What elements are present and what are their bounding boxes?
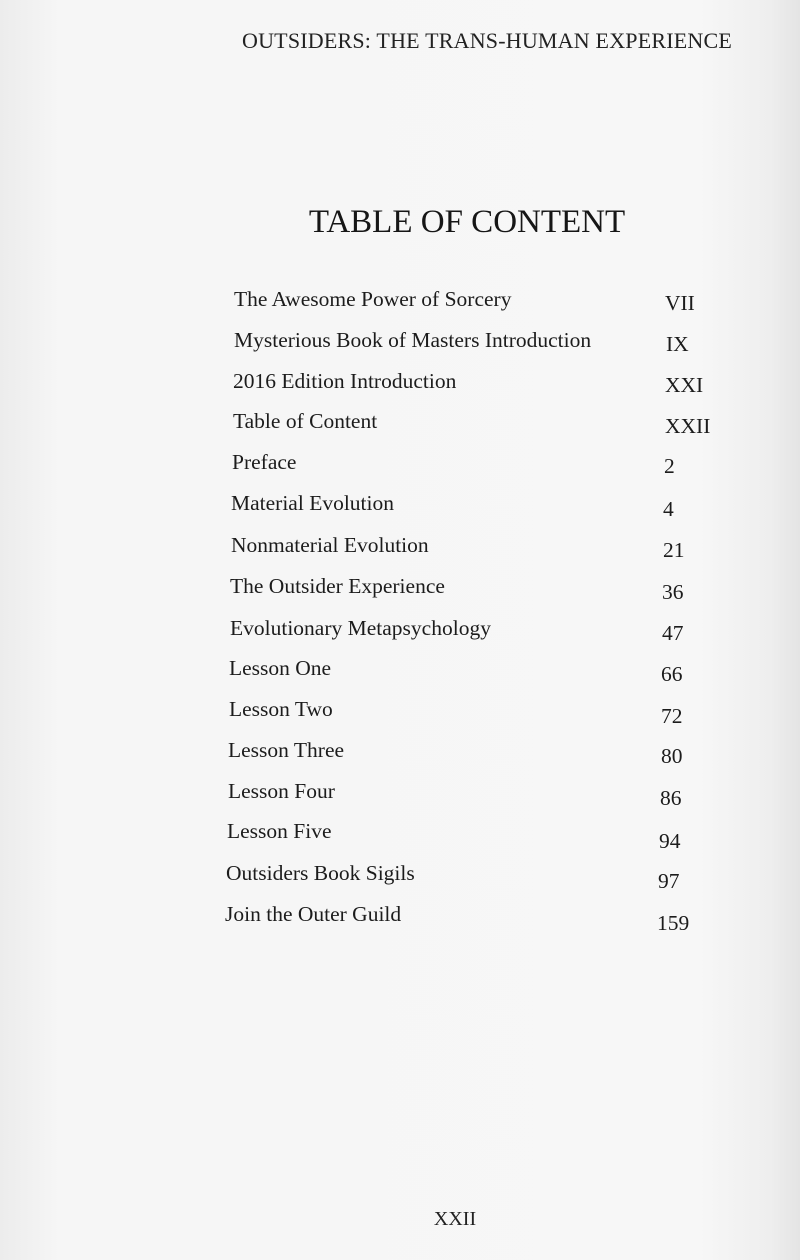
toc-title: TABLE OF CONTENT bbox=[308, 204, 626, 240]
toc-entry-title: Preface bbox=[232, 450, 297, 474]
toc-entry-page: 36 bbox=[662, 580, 684, 604]
toc-entry-page: 97 bbox=[658, 869, 680, 893]
toc-entry-title: Lesson Four bbox=[228, 779, 335, 803]
toc-entry-page: 72 bbox=[661, 704, 683, 728]
toc-entry-title: Table of Content bbox=[233, 409, 378, 433]
toc-entry-page: VII bbox=[665, 291, 695, 315]
toc-entry-title: Lesson Three bbox=[228, 738, 345, 762]
toc-entry-title: Material Evolution bbox=[231, 491, 395, 515]
toc-entry-page: 21 bbox=[663, 538, 685, 562]
toc-entry-title: Evolutionary Metapsychology bbox=[230, 616, 491, 640]
toc-entry-page: IX bbox=[666, 332, 689, 356]
toc-entry-page: 86 bbox=[660, 786, 682, 810]
toc-entry-title: Lesson Five bbox=[227, 819, 332, 843]
toc-entry-page: 4 bbox=[663, 497, 674, 521]
toc-entry-page: XXI bbox=[665, 373, 704, 397]
toc-entry-title: The Awesome Power of Sorcery bbox=[234, 287, 512, 311]
toc-entry-page: XXII bbox=[665, 414, 711, 438]
toc-entry-title: Join the Outer Guild bbox=[225, 902, 402, 926]
toc-entry-page: 159 bbox=[657, 911, 690, 935]
page-number: XXII bbox=[433, 1208, 477, 1230]
toc-entry-page: 66 bbox=[661, 662, 683, 686]
toc-entry-title: Nonmaterial Evolution bbox=[231, 533, 429, 557]
running-head: OUTSIDERS: THE TRANS-HUMAN EXPERIENCE bbox=[242, 28, 732, 53]
toc-entry-title: Lesson Two bbox=[229, 697, 333, 721]
toc-entry-title: Lesson One bbox=[229, 656, 332, 680]
toc-entry-title: Outsiders Book Sigils bbox=[226, 861, 415, 885]
toc-entry-title: The Outsider Experience bbox=[230, 574, 445, 598]
toc-entry-title: Mysterious Book of Masters Introduction bbox=[234, 328, 592, 352]
toc-entry-page: 94 bbox=[659, 829, 681, 853]
toc-entry-title: 2016 Edition Introduction bbox=[233, 369, 457, 393]
toc-entry-page: 80 bbox=[661, 744, 683, 768]
toc-entry-page: 2 bbox=[664, 454, 675, 478]
toc-entry-page: 47 bbox=[662, 621, 684, 645]
